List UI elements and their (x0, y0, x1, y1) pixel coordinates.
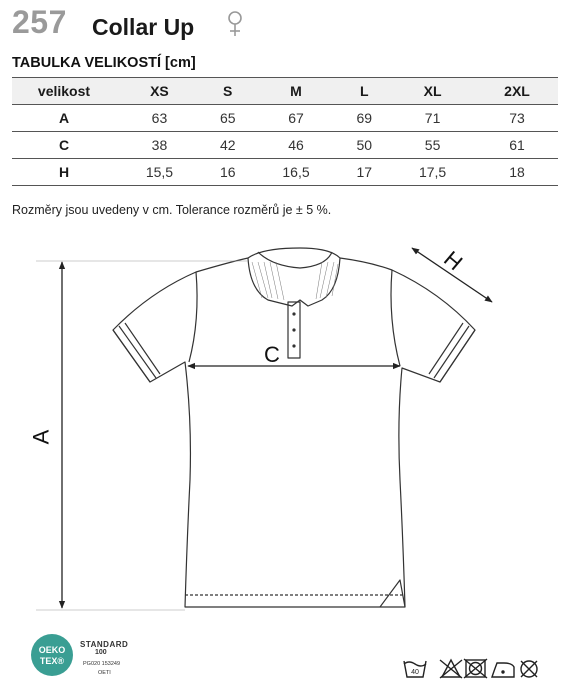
wash-40-icon (404, 661, 426, 677)
oeko-code: PG020 153249 (83, 661, 121, 667)
table-cell: 38 (116, 132, 203, 159)
table-cell: 42 (203, 132, 253, 159)
collar (248, 258, 340, 306)
table-row (12, 105, 558, 132)
table-cell: 61 (476, 132, 558, 159)
female-symbol-icon (226, 10, 246, 38)
table-cell: 73 (476, 105, 558, 132)
care-symbols (402, 657, 542, 681)
table-cell: 71 (389, 105, 476, 132)
logo-text: TEX® (39, 656, 65, 666)
row-label: A (12, 105, 116, 132)
size-table (12, 77, 558, 186)
logo-text: OEKO (38, 645, 66, 655)
sleeve-cuff (429, 323, 475, 382)
table-cell: 15,5 (116, 159, 203, 186)
table-row (12, 132, 558, 159)
table-cell: 17,5 (389, 159, 476, 186)
table-cell: 50 (339, 132, 389, 159)
shoulder-seam (391, 270, 400, 366)
table-cell: 17 (339, 159, 389, 186)
table-cell: 16,5 (253, 159, 340, 186)
table-cell: 16 (203, 159, 253, 186)
size-table-title: TABULKA VELIKOSTÍ [cm] (12, 55, 196, 71)
sleeve-cuff (113, 323, 160, 382)
product-name: Collar Up (92, 14, 195, 40)
row-label: C (12, 132, 116, 159)
measure-label-c: C (264, 342, 280, 367)
collar-back (248, 248, 340, 258)
oeko-standard-number: 100 (95, 649, 107, 656)
side-vent (380, 580, 405, 607)
size-header: XL (389, 78, 476, 105)
table-cell: 55 (389, 132, 476, 159)
size-header-row (12, 78, 558, 105)
no-bleach-icon (440, 660, 462, 678)
no-tumble-dry-icon (464, 659, 487, 678)
collar-inner (258, 252, 332, 268)
button (292, 312, 295, 315)
button (292, 328, 295, 331)
size-header: 2XL (476, 78, 558, 105)
no-dry-clean-icon (521, 661, 537, 677)
size-header: M (253, 78, 340, 105)
iron-icon (492, 663, 514, 677)
table-cell: 46 (253, 132, 340, 159)
wash-temp: 40 (411, 669, 419, 676)
table-cell: 65 (203, 105, 253, 132)
table-cell: 67 (253, 105, 340, 132)
oeko-tex-logo-icon (30, 633, 74, 677)
table-cell: 69 (339, 105, 389, 132)
row-label: H (12, 159, 116, 186)
measure-label-a: A (28, 429, 54, 445)
oeko-institute: OETI (98, 670, 111, 676)
size-header: L (339, 78, 389, 105)
table-row (12, 159, 558, 186)
shirt-body-outline (113, 258, 475, 607)
button (292, 344, 295, 347)
size-header: S (203, 78, 253, 105)
polo-shirt-diagram (0, 225, 572, 625)
corner-label: velikost (12, 78, 116, 105)
measure-label-h: H (439, 245, 468, 276)
size-header: XS (116, 78, 203, 105)
table-cell: 18 (476, 159, 558, 186)
shoulder-seam (189, 272, 197, 362)
tolerance-note: Rozměry jsou uvedeny v cm. Tolerance rozměrů je ± 5 %. (12, 203, 332, 217)
product-number: 257 (12, 4, 67, 40)
table-cell: 63 (116, 105, 203, 132)
oeko-standard-label: STANDARD (80, 640, 129, 649)
